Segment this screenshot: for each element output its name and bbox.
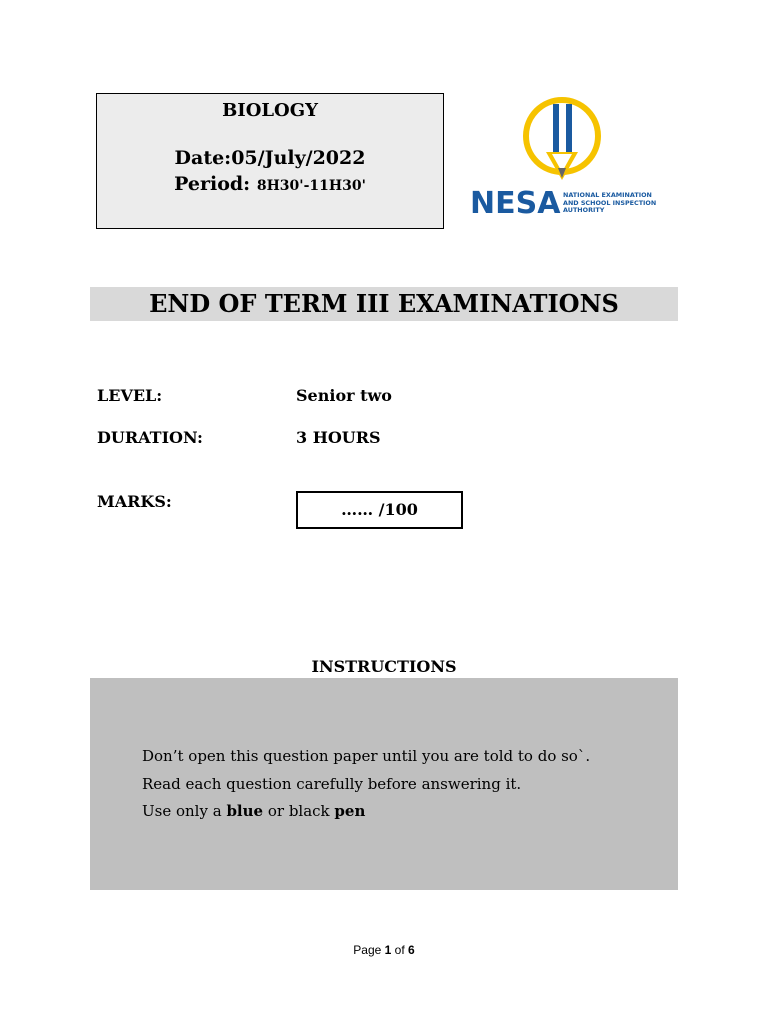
exam-title-banner: END OF TERM III EXAMINATIONS [90,287,678,321]
nesa-logo [468,94,668,224]
instructions-panel [90,678,678,890]
pencil-emblem-icon [468,94,668,189]
duration-label: DURATION: [97,428,203,447]
footer-of-word: of [391,943,409,957]
footer-page-word: Page [353,943,385,957]
instruction-line: Don’t open this question paper until you are told to do so`. [142,747,591,765]
exam-header-box [96,93,444,229]
instruction-text: Use only a [142,802,227,820]
nesa-wordmark: NESA [470,186,561,221]
period-time: 8H30'-11H30' [256,178,366,194]
instruction-emphasis: pen [334,802,366,820]
tagline-line: AUTHORITY [563,206,605,215]
exam-period [97,173,443,195]
tagline-line: AND SCHOOL INSPECTION [563,198,657,207]
duration-value: 3 HOURS [296,428,381,447]
subject-title: BIOLOGY [222,100,318,121]
instruction-text: or black [263,802,335,820]
marks-label: MARKS: [97,492,172,511]
period-label: Period: [174,173,251,195]
instruction-emphasis: blue [226,802,264,820]
marks-box: …… /100 [296,491,463,529]
page-footer [0,943,768,957]
tagline-line: NATIONAL EXAMINATION [563,191,652,199]
footer-page-number: 1 [384,943,392,957]
footer-page-total: 6 [408,943,415,957]
level-label: LEVEL: [97,386,163,405]
instruction-line [142,802,365,820]
nesa-tagline [563,192,673,215]
exam-date: Date:05/July/2022 [174,147,366,169]
level-value: Senior two [296,386,392,405]
instruction-line: Read each question carefully before answering it. [142,775,522,793]
instructions-heading: INSTRUCTIONS [311,657,457,676]
